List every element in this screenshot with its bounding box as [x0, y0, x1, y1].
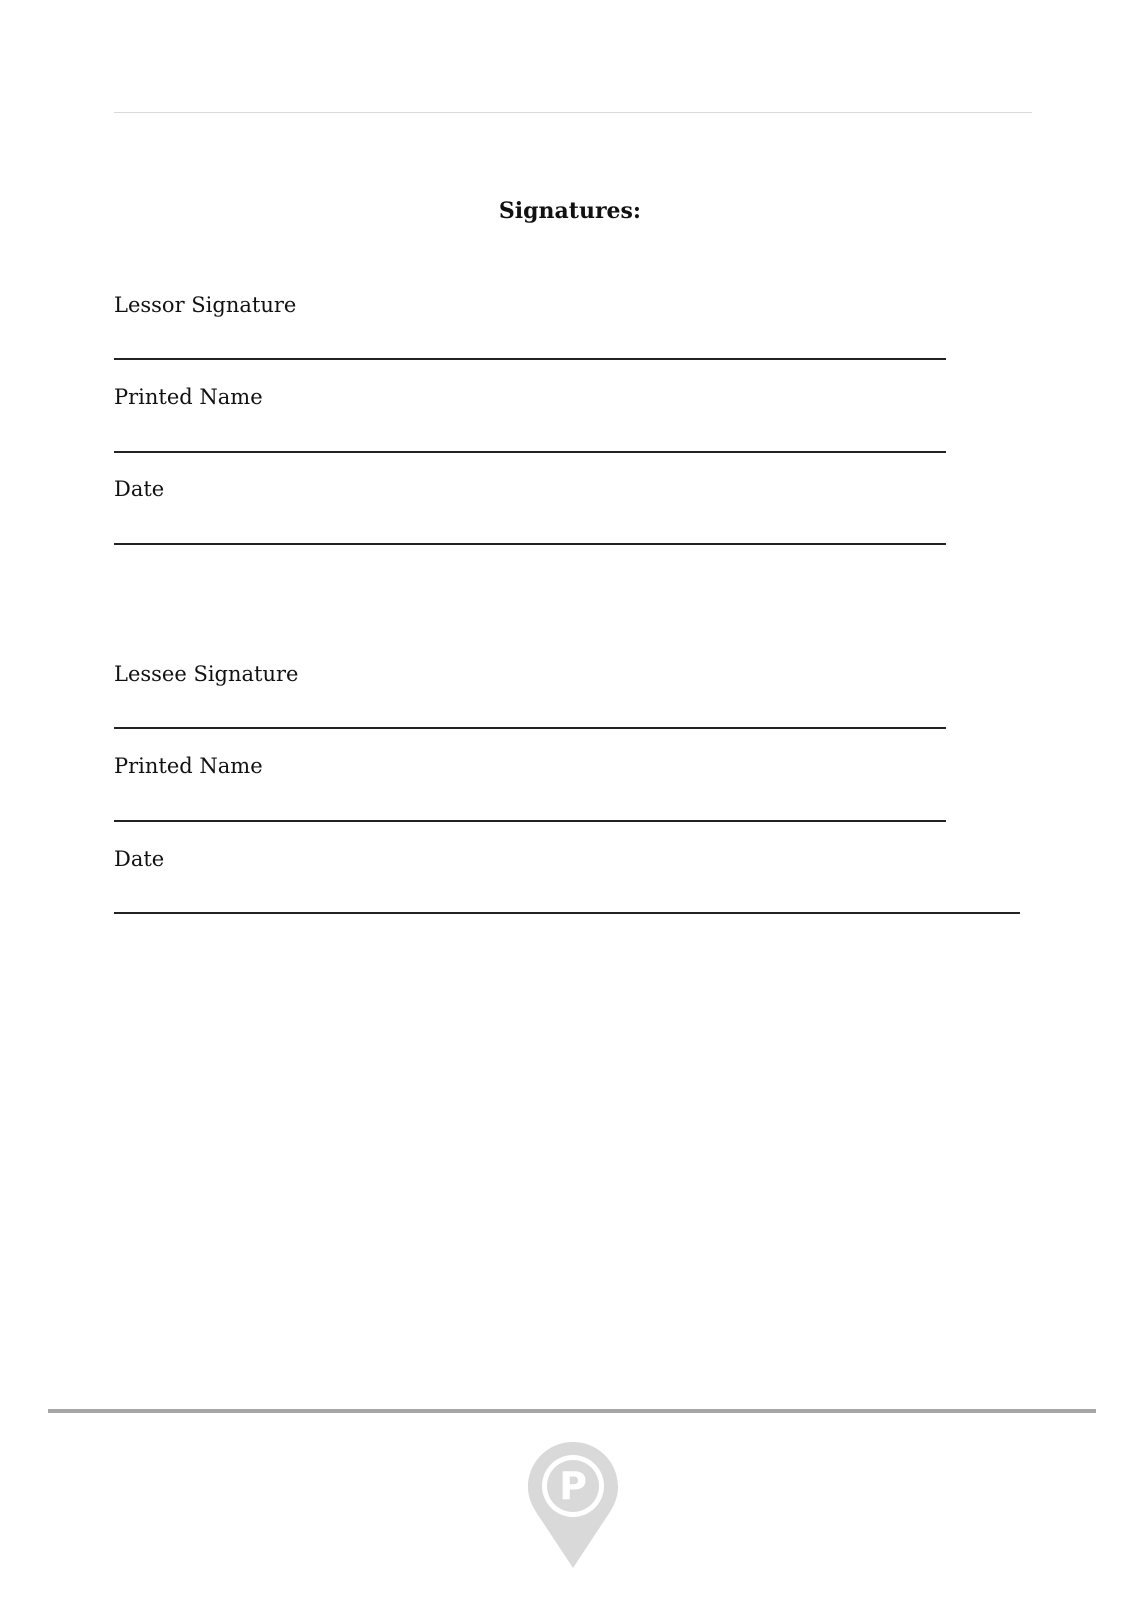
logo-letter: P [559, 1464, 587, 1508]
header-divider [114, 112, 1032, 113]
lessor-date-label: Date [114, 477, 165, 501]
footer-divider [48, 1409, 1096, 1413]
lessor-signature-label: Lessor Signature [114, 293, 297, 317]
parking-pin-icon [526, 1440, 620, 1570]
lessee-date-label: Date [114, 847, 165, 871]
lessor-date-line[interactable] [114, 543, 946, 545]
lessee-date-line[interactable] [114, 912, 1020, 914]
lessor-printed-name-line[interactable] [114, 451, 946, 453]
lessee-signature-line[interactable] [114, 727, 946, 729]
lessee-printed-name-line[interactable] [114, 820, 946, 822]
lessee-printed-name-label: Printed Name [114, 754, 263, 778]
page-title: Signatures: [498, 198, 642, 224]
lessee-signature-label: Lessee Signature [114, 662, 299, 686]
lessor-printed-name-label: Printed Name [114, 385, 263, 409]
lessor-signature-line[interactable] [114, 358, 946, 360]
